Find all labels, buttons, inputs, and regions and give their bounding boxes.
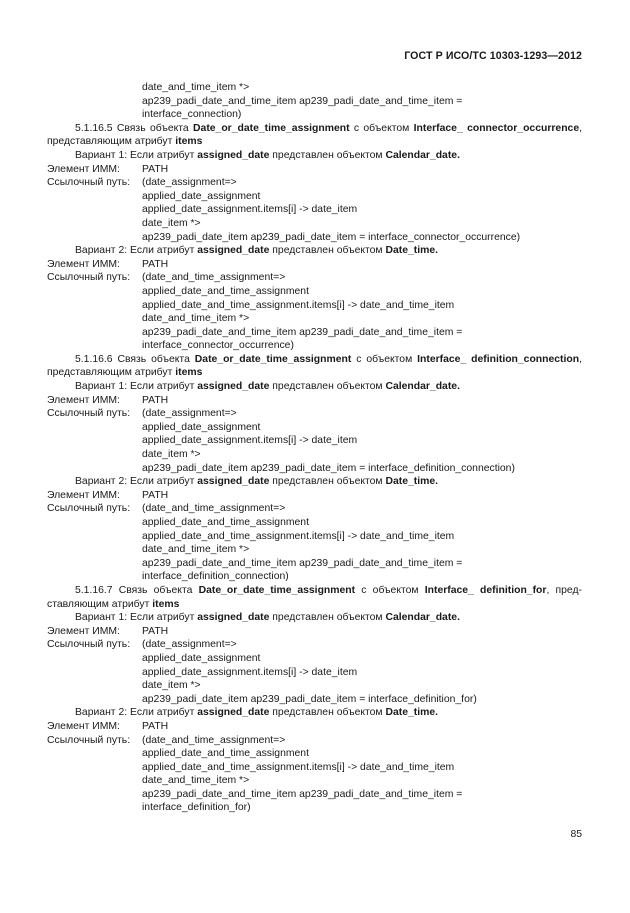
text-run: Вариант 1: Если атрибут xyxy=(75,149,198,161)
code-line xyxy=(0,747,630,761)
text-run: Вариант 2: Если атрибут xyxy=(75,245,198,257)
field-label: Элемент ИММ: xyxy=(47,625,120,637)
bold-term: Interface_ definition_for xyxy=(424,584,547,596)
field-label: Ссылочный путь: xyxy=(47,177,131,189)
section-heading-text xyxy=(75,584,582,598)
labeled-line xyxy=(0,502,630,516)
code-text: ap239_padi_date_and_time_item ap239_padi_date_and_time_item = xyxy=(142,788,463,800)
variant-line xyxy=(0,380,630,394)
variant-line-text xyxy=(75,611,460,625)
bold-term: Date_or_date_time_assignment xyxy=(194,353,352,365)
text-run: , пред- xyxy=(546,584,582,596)
field-value: (date_assignment=> xyxy=(142,408,237,420)
code-text: interface_definition_connection) xyxy=(142,571,289,583)
section-heading xyxy=(0,584,630,598)
text-run: представлен объектом xyxy=(269,245,386,257)
text-run: представляющим атрибут xyxy=(47,136,176,148)
field-value: (date_assignment=> xyxy=(142,639,237,651)
code-text: applied_date_and_time_assignment xyxy=(142,748,309,760)
code-line xyxy=(0,666,630,680)
variant-line-text xyxy=(75,244,438,258)
text-run: представлен объектом xyxy=(269,707,386,719)
code-text: interface_connection) xyxy=(142,109,242,121)
text-run: 5.1.16.7 Связь объекта xyxy=(75,584,199,596)
labeled-line xyxy=(0,271,630,285)
labeled-line xyxy=(0,394,630,408)
code-text: date_item *> xyxy=(142,449,201,461)
code-line xyxy=(0,448,630,462)
section-heading xyxy=(0,122,630,136)
field-label: Ссылочный путь: xyxy=(47,734,131,746)
text-run: с объектом xyxy=(355,584,425,596)
field-value: PATH xyxy=(142,394,169,406)
labeled-line xyxy=(0,734,630,748)
text-run: представлен объектом xyxy=(269,381,386,393)
code-text: interface_connector_occurrence) xyxy=(142,340,294,352)
code-text: interface_definition_for) xyxy=(142,802,251,814)
text-run: 5.1.16.6 Связь объекта xyxy=(75,353,195,365)
code-line xyxy=(0,326,630,340)
text-run: с объектом xyxy=(351,353,418,365)
field-value: PATH xyxy=(142,720,169,732)
page-header-title: ГОСТ Р ИСО/ТС 10303-1293—2012 xyxy=(404,50,582,62)
bold-term: assigned_date xyxy=(197,476,270,488)
bold-term: Date_time. xyxy=(385,707,439,719)
labeled-line xyxy=(0,720,630,734)
text-run: 5.1.16.5 Связь объекта xyxy=(75,122,194,134)
heading-continuation-text xyxy=(47,135,202,149)
code-text: date_and_time_item *> xyxy=(142,775,250,787)
labeled-line xyxy=(0,625,630,639)
bold-term: Date_or_date_time_assignment xyxy=(198,584,356,596)
text-run: , xyxy=(579,353,582,365)
code-line xyxy=(0,339,630,353)
code-text: applied_date_assignment xyxy=(142,421,261,433)
variant-line-text xyxy=(75,149,460,163)
field-label: Ссылочный путь: xyxy=(47,408,131,420)
bold-term: Interface_ definition_connection xyxy=(417,353,580,365)
labeled-line xyxy=(0,638,630,652)
bold-term: Calendar_date. xyxy=(385,381,460,393)
field-value: PATH xyxy=(142,163,169,175)
code-line xyxy=(0,679,630,693)
code-text: date_and_time_item *> xyxy=(142,544,250,556)
code-text: applied_date_assignment.items[i] -> date_item xyxy=(142,204,358,216)
text-run: представляющим атрибут xyxy=(47,367,176,379)
code-line xyxy=(0,788,630,802)
text-run: Вариант 2: Если атрибут xyxy=(75,476,198,488)
text-run: представлен объектом xyxy=(269,476,386,488)
bold-term: assigned_date xyxy=(197,245,270,257)
code-text: ap239_padi_date_item ap239_padi_date_item = interface_definition_for) xyxy=(142,693,477,705)
labeled-line xyxy=(0,489,630,503)
code-line xyxy=(0,516,630,530)
code-line xyxy=(0,434,630,448)
heading-continuation-text xyxy=(47,598,179,612)
field-label: Ссылочный путь: xyxy=(47,503,131,515)
bold-term: Calendar_date. xyxy=(385,149,460,161)
field-label: Ссылочный путь: xyxy=(47,272,131,284)
bold-term: assigned_date xyxy=(197,612,270,624)
bold-term: assigned_date xyxy=(197,707,270,719)
code-text: applied_date_and_time_assignment xyxy=(142,517,309,528)
labeled-line xyxy=(0,258,630,272)
code-line xyxy=(0,217,630,231)
text-run: с объектом xyxy=(349,122,414,134)
bold-term: items xyxy=(175,367,203,379)
bold-term: items xyxy=(175,136,203,148)
code-text: applied_date_and_time_assignment.items[i] -> date_and_time_item xyxy=(142,299,455,311)
bold-term: Calendar_date. xyxy=(385,612,460,624)
labeled-line xyxy=(0,163,630,177)
field-value: (date_and_time_assignment=> xyxy=(142,734,286,746)
document-body xyxy=(0,81,630,815)
code-line xyxy=(0,652,630,666)
text-run: представлен объектом xyxy=(269,149,386,161)
text-run: представлен объектом xyxy=(269,612,386,624)
bold-term: Date_time. xyxy=(385,245,439,257)
section-heading xyxy=(0,353,630,367)
code-line xyxy=(0,570,630,584)
field-label: Элемент ИММ: xyxy=(47,394,120,406)
code-line xyxy=(0,530,630,544)
heading-continuation-text xyxy=(47,366,202,380)
section-heading-text xyxy=(75,353,582,367)
text-run: Вариант 1: Если атрибут xyxy=(75,381,198,393)
code-line xyxy=(0,299,630,313)
code-line xyxy=(0,462,630,476)
field-value: PATH xyxy=(142,489,169,501)
code-text: applied_date_and_time_assignment.items[i] -> date_and_time_item xyxy=(142,530,455,542)
text-run: Вариант 1: Если атрибут xyxy=(75,612,198,624)
code-text: date_item *> xyxy=(142,680,201,692)
code-text: applied_date_assignment.items[i] -> date_item xyxy=(142,666,358,678)
code-line xyxy=(0,543,630,557)
text-run: ставляющим атрибут xyxy=(47,598,153,610)
code-text: applied_date_assignment xyxy=(142,652,261,664)
field-label: Элемент ИММ: xyxy=(47,489,120,501)
code-text: applied_date_assignment.items[i] -> date_item xyxy=(142,435,358,447)
field-label: Элемент ИММ: xyxy=(47,163,120,175)
bold-term: assigned_date xyxy=(197,149,270,161)
heading-continuation xyxy=(0,598,630,612)
page-number: 85 xyxy=(570,829,582,840)
text-run: Вариант 2: Если атрибут xyxy=(75,707,198,719)
code-line xyxy=(0,761,630,775)
field-label: Элемент ИММ: xyxy=(47,258,120,270)
code-line xyxy=(0,285,630,299)
code-line xyxy=(0,108,630,122)
code-text: ap239_padi_date_and_time_item ap239_padi_date_and_time_item = xyxy=(142,326,463,338)
code-line xyxy=(0,774,630,788)
variant-line-text xyxy=(75,475,438,489)
code-line xyxy=(0,801,630,815)
heading-continuation xyxy=(0,135,630,149)
labeled-line xyxy=(0,176,630,190)
code-text: ap239_padi_date_and_time_item ap239_padi_date_and_time_item = xyxy=(142,557,463,569)
section-heading-text xyxy=(75,122,582,136)
field-value: (date_assignment=> xyxy=(142,177,237,189)
code-text: ap239_padi_date_item ap239_padi_date_item = interface_connector_occurrence) xyxy=(142,231,521,243)
bold-term: items xyxy=(152,598,180,610)
field-label: Элемент ИММ: xyxy=(47,720,120,732)
field-value: PATH xyxy=(142,625,169,637)
field-value: (date_and_time_assignment=> xyxy=(142,503,286,515)
variant-line-text xyxy=(75,380,460,394)
field-value: (date_and_time_assignment=> xyxy=(142,272,286,284)
bold-term: Interface_ connector_occurrence xyxy=(413,122,580,134)
code-text: ap239_padi_date_item ap239_padi_date_item = interface_definition_connection) xyxy=(142,462,515,474)
code-text: applied_date_assignment xyxy=(142,190,261,202)
code-line xyxy=(0,693,630,707)
code-line xyxy=(0,231,630,245)
bold-term: assigned_date xyxy=(197,381,270,393)
code-line xyxy=(0,190,630,204)
code-line xyxy=(0,81,630,95)
text-run: , xyxy=(579,122,582,134)
bold-term: Date_or_date_time_assignment xyxy=(193,122,350,134)
code-line xyxy=(0,557,630,571)
code-line xyxy=(0,203,630,217)
variant-line-text xyxy=(75,706,438,720)
variant-line xyxy=(0,149,630,163)
heading-continuation xyxy=(0,366,630,380)
code-text: ap239_padi_date_and_time_item ap239_padi_date_and_time_item = xyxy=(142,95,463,107)
bold-term: Date_time. xyxy=(385,476,439,488)
code-text: date_and_time_item *> xyxy=(142,313,250,325)
variant-line xyxy=(0,475,630,489)
variant-line xyxy=(0,611,630,625)
field-label: Ссылочный путь: xyxy=(47,639,131,651)
code-line xyxy=(0,421,630,435)
field-value: PATH xyxy=(142,258,169,270)
code-text: date_and_time_item *> xyxy=(142,82,250,93)
code-line xyxy=(0,95,630,109)
variant-line xyxy=(0,706,630,720)
code-text: applied_date_and_time_assignment xyxy=(142,285,309,297)
labeled-line xyxy=(0,407,630,421)
variant-line xyxy=(0,244,630,258)
code-text: date_item *> xyxy=(142,217,201,229)
code-line xyxy=(0,312,630,326)
code-text: applied_date_and_time_assignment.items[i] -> date_and_time_item xyxy=(142,761,455,773)
